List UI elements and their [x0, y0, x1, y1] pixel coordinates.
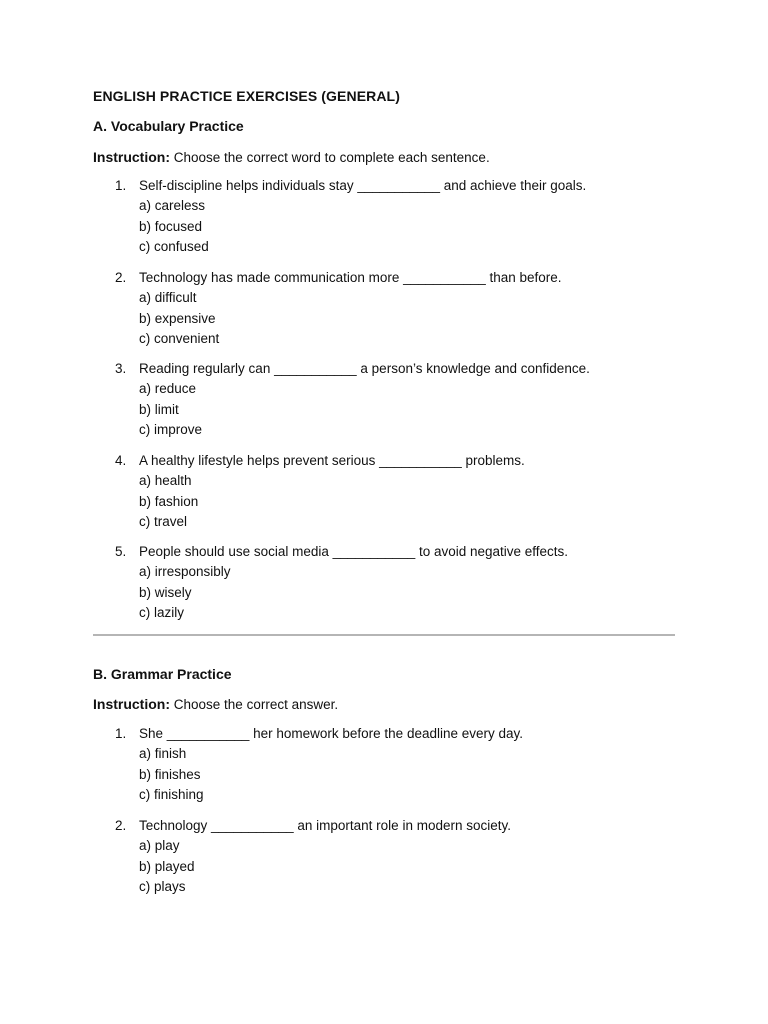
instruction-text: Choose the correct answer. — [173, 697, 339, 712]
option-a: a) difficult — [139, 290, 197, 305]
document-title: ENGLISH PRACTICE EXERCISES (GENERAL) — [93, 88, 400, 104]
question-number: 4. — [115, 453, 127, 468]
question-stem: People should use social media ___________ to avoid negative effects. — [139, 544, 569, 559]
vocab-question-1 — [93, 176, 586, 258]
question-number: 2. — [115, 270, 127, 285]
grammar-question-2 — [93, 816, 511, 898]
question-number: 1. — [115, 178, 127, 193]
instruction-label: Instruction: — [93, 696, 170, 712]
option-a: a) health — [139, 473, 192, 488]
question-number: 5. — [115, 544, 127, 559]
vocab-question-2 — [93, 268, 562, 350]
grammar-question-1 — [93, 724, 523, 806]
question-number: 2. — [115, 818, 127, 833]
option-a: a) irresponsibly — [139, 564, 231, 579]
vocab-question-3 — [93, 359, 590, 441]
question-number: 1. — [115, 726, 127, 741]
section-heading-vocabulary: A. Vocabulary Practice — [93, 118, 244, 134]
option-a: a) finish — [139, 746, 187, 761]
option-a: a) play — [139, 838, 180, 853]
option-b: b) limit — [139, 401, 179, 417]
instruction-text: Choose the correct word to complete each sentence. — [173, 150, 490, 165]
option-a: a) reduce — [139, 381, 197, 396]
option-b: b) focused — [139, 218, 203, 234]
instruction-vocabulary — [93, 147, 490, 168]
option-c: c) plays — [139, 879, 186, 894]
question-stem: Technology has made communication more ___________ than before. — [139, 270, 562, 285]
section-divider — [93, 634, 675, 636]
question-stem: A healthy lifestyle helps prevent serious ___________ problems. — [139, 453, 525, 468]
section-heading-grammar: B. Grammar Practice — [93, 666, 232, 682]
option-b: b) expensive — [139, 310, 216, 326]
instruction-label: Instruction: — [93, 149, 170, 165]
question-number: 3. — [115, 361, 127, 376]
question-stem: Self-discipline helps individuals stay ___________ and achieve their goals. — [139, 178, 587, 193]
option-c: c) travel — [139, 514, 188, 529]
option-b: b) finishes — [139, 766, 201, 782]
option-b: b) fashion — [139, 493, 199, 509]
option-a: a) careless — [139, 198, 206, 213]
question-stem: Technology ___________ an important role in modern society. — [139, 818, 511, 833]
vocab-question-4 — [93, 451, 525, 533]
option-c: c) convenient — [139, 331, 220, 346]
option-b: b) wisely — [139, 584, 192, 600]
option-c: c) finishing — [139, 787, 204, 802]
option-c: c) confused — [139, 239, 209, 254]
option-c: c) improve — [139, 422, 203, 437]
question-stem: Reading regularly can ___________ a person’s knowledge and confidence. — [139, 361, 590, 376]
question-stem: She ___________ her homework before the deadline every day. — [139, 726, 524, 741]
option-b: b) played — [139, 858, 195, 874]
option-c: c) lazily — [139, 605, 185, 620]
vocab-question-5 — [93, 542, 568, 624]
instruction-grammar — [93, 694, 338, 715]
